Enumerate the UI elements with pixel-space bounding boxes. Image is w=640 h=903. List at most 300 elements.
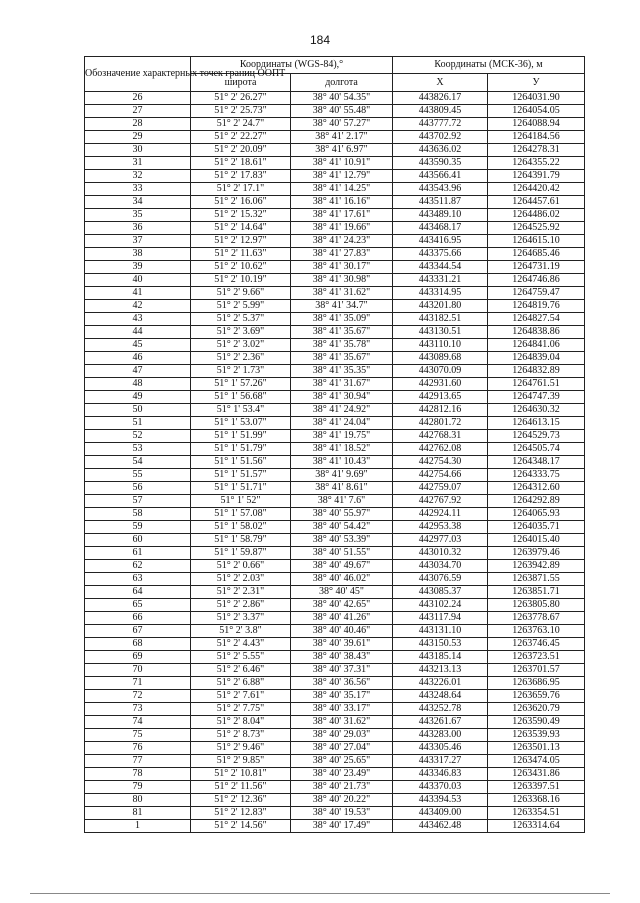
latitude-cell: 51° 1' 51.57" xyxy=(191,469,291,482)
table-row xyxy=(85,391,585,404)
x-cell: 443462.48 xyxy=(393,820,488,833)
point-number-cell: 26 xyxy=(85,92,191,105)
y-cell: 1264420.42 xyxy=(488,183,585,196)
longitude-cell: 38° 41' 8.61" xyxy=(291,482,393,495)
point-number-cell: 49 xyxy=(85,391,191,404)
latitude-cell: 51° 2' 5.55" xyxy=(191,651,291,664)
y-cell: 1264505.74 xyxy=(488,443,585,456)
latitude-cell: 51° 1' 51.71" xyxy=(191,482,291,495)
y-cell: 1263501.13 xyxy=(488,742,585,755)
y-cell: 1264747.39 xyxy=(488,391,585,404)
point-number-cell: 31 xyxy=(85,157,191,170)
table-row xyxy=(85,820,585,833)
y-cell: 1264838.86 xyxy=(488,326,585,339)
longitude-cell: 38° 41' 27.83" xyxy=(291,248,393,261)
latitude-cell: 51° 2' 3.69" xyxy=(191,326,291,339)
point-number-cell: 54 xyxy=(85,456,191,469)
longitude-cell: 38° 40' 53.39" xyxy=(291,534,393,547)
latitude-cell: 51° 2' 18.61" xyxy=(191,157,291,170)
x-cell: 443468.17 xyxy=(393,222,488,235)
latitude-cell: 51° 2' 22.27" xyxy=(191,131,291,144)
latitude-cell: 51° 1' 58.79" xyxy=(191,534,291,547)
latitude-cell: 51° 2' 5.99" xyxy=(191,300,291,313)
table-row xyxy=(85,482,585,495)
header-longitude: долгота xyxy=(291,74,393,92)
x-cell: 442762.08 xyxy=(393,443,488,456)
longitude-cell: 38° 40' 55.97" xyxy=(291,508,393,521)
header-wgs84: Координаты (WGS-84),° xyxy=(191,57,393,74)
table-row xyxy=(85,131,585,144)
point-number-cell: 36 xyxy=(85,222,191,235)
table-row xyxy=(85,703,585,716)
coordinates-table xyxy=(84,56,585,833)
y-cell: 1263763.10 xyxy=(488,625,585,638)
point-number-cell: 37 xyxy=(85,235,191,248)
y-cell: 1264746.86 xyxy=(488,274,585,287)
latitude-cell: 51° 2' 10.62" xyxy=(191,261,291,274)
latitude-cell: 51° 2' 12.36" xyxy=(191,794,291,807)
table-row xyxy=(85,92,585,105)
x-cell: 443226.01 xyxy=(393,677,488,690)
table-row xyxy=(85,742,585,755)
longitude-cell: 38° 41' 35.67" xyxy=(291,352,393,365)
y-cell: 1264065.93 xyxy=(488,508,585,521)
table-row xyxy=(85,729,585,742)
y-cell: 1263778.67 xyxy=(488,612,585,625)
x-cell: 443809.45 xyxy=(393,105,488,118)
page-number: 184 xyxy=(309,33,331,47)
y-cell: 1263590.49 xyxy=(488,716,585,729)
latitude-cell: 51° 2' 10.19" xyxy=(191,274,291,287)
longitude-cell: 38° 40' 38.43" xyxy=(291,651,393,664)
y-cell: 1264348.17 xyxy=(488,456,585,469)
x-cell: 443375.66 xyxy=(393,248,488,261)
point-number-cell: 38 xyxy=(85,248,191,261)
x-cell: 443010.32 xyxy=(393,547,488,560)
table-row xyxy=(85,690,585,703)
y-cell: 1263397.51 xyxy=(488,781,585,794)
longitude-cell: 38° 41' 24.23" xyxy=(291,235,393,248)
x-cell: 442759.07 xyxy=(393,482,488,495)
y-cell: 1264054.05 xyxy=(488,105,585,118)
latitude-cell: 51° 1' 57.08" xyxy=(191,508,291,521)
latitude-cell: 51° 1' 58.02" xyxy=(191,521,291,534)
point-number-cell: 39 xyxy=(85,261,191,274)
point-number-cell: 50 xyxy=(85,404,191,417)
x-cell: 443131.10 xyxy=(393,625,488,638)
latitude-cell: 51° 2' 0.66" xyxy=(191,560,291,573)
x-cell: 443252.78 xyxy=(393,703,488,716)
latitude-cell: 51° 2' 6.88" xyxy=(191,677,291,690)
table-row xyxy=(85,235,585,248)
table-row xyxy=(85,495,585,508)
latitude-cell: 51° 2' 4.43" xyxy=(191,638,291,651)
x-cell: 443394.53 xyxy=(393,794,488,807)
latitude-cell: 51° 2' 8.04" xyxy=(191,716,291,729)
latitude-cell: 51° 2' 9.46" xyxy=(191,742,291,755)
y-cell: 1263368.16 xyxy=(488,794,585,807)
x-cell: 442977.03 xyxy=(393,534,488,547)
longitude-cell: 38° 40' 57.27" xyxy=(291,118,393,131)
latitude-cell: 51° 2' 16.06" xyxy=(191,196,291,209)
longitude-cell: 38° 40' 37.31" xyxy=(291,664,393,677)
x-cell: 442913.65 xyxy=(393,391,488,404)
latitude-cell: 51° 2' 26.27" xyxy=(191,92,291,105)
latitude-cell: 51° 2' 9.66" xyxy=(191,287,291,300)
x-cell: 443076.59 xyxy=(393,573,488,586)
latitude-cell: 51° 2' 10.81" xyxy=(191,768,291,781)
x-cell: 442754.30 xyxy=(393,456,488,469)
x-cell: 443182.51 xyxy=(393,313,488,326)
y-cell: 1263805.80 xyxy=(488,599,585,612)
x-cell: 443317.27 xyxy=(393,755,488,768)
longitude-cell: 38° 41' 35.67" xyxy=(291,326,393,339)
table-row xyxy=(85,768,585,781)
x-cell: 443034.70 xyxy=(393,560,488,573)
x-cell: 442768.31 xyxy=(393,430,488,443)
x-cell: 443283.00 xyxy=(393,729,488,742)
y-cell: 1264184.56 xyxy=(488,131,585,144)
point-number-cell: 63 xyxy=(85,573,191,586)
table-row xyxy=(85,664,585,677)
latitude-cell: 51° 2' 7.61" xyxy=(191,690,291,703)
point-number-cell: 74 xyxy=(85,716,191,729)
table-row xyxy=(85,677,585,690)
table-row xyxy=(85,274,585,287)
point-number-cell: 44 xyxy=(85,326,191,339)
x-cell: 443314.95 xyxy=(393,287,488,300)
y-cell: 1264839.04 xyxy=(488,352,585,365)
point-number-cell: 48 xyxy=(85,378,191,391)
y-cell: 1263701.57 xyxy=(488,664,585,677)
latitude-cell: 51° 2' 12.83" xyxy=(191,807,291,820)
y-cell: 1263851.71 xyxy=(488,586,585,599)
point-number-cell: 1 xyxy=(85,820,191,833)
longitude-cell: 38° 41' 30.17" xyxy=(291,261,393,274)
y-cell: 1264333.75 xyxy=(488,469,585,482)
y-cell: 1263354.51 xyxy=(488,807,585,820)
longitude-cell: 38° 41' 2.17" xyxy=(291,131,393,144)
x-cell: 443636.02 xyxy=(393,144,488,157)
x-cell: 443416.95 xyxy=(393,235,488,248)
y-cell: 1264615.10 xyxy=(488,235,585,248)
table-row xyxy=(85,599,585,612)
x-cell: 443185.14 xyxy=(393,651,488,664)
point-number-cell: 28 xyxy=(85,118,191,131)
x-cell: 442801.72 xyxy=(393,417,488,430)
latitude-cell: 51° 1' 59.87" xyxy=(191,547,291,560)
point-number-cell: 80 xyxy=(85,794,191,807)
point-number-cell: 53 xyxy=(85,443,191,456)
latitude-cell: 51° 2' 14.56" xyxy=(191,820,291,833)
table-row xyxy=(85,755,585,768)
longitude-cell: 38° 41' 24.04" xyxy=(291,417,393,430)
y-cell: 1263620.79 xyxy=(488,703,585,716)
longitude-cell: 38° 41' 17.61" xyxy=(291,209,393,222)
table-row xyxy=(85,560,585,573)
y-cell: 1264278.31 xyxy=(488,144,585,157)
header-designation: Обозначение характерных точек границ ООПТ xyxy=(85,57,191,92)
table-row xyxy=(85,794,585,807)
y-cell: 1263659.76 xyxy=(488,690,585,703)
point-number-cell: 52 xyxy=(85,430,191,443)
point-number-cell: 66 xyxy=(85,612,191,625)
table-row xyxy=(85,469,585,482)
longitude-cell: 38° 40' 54.42" xyxy=(291,521,393,534)
x-cell: 443409.00 xyxy=(393,807,488,820)
y-cell: 1263314.64 xyxy=(488,820,585,833)
point-number-cell: 77 xyxy=(85,755,191,768)
point-number-cell: 27 xyxy=(85,105,191,118)
x-cell: 442931.60 xyxy=(393,378,488,391)
point-number-cell: 79 xyxy=(85,781,191,794)
point-number-cell: 43 xyxy=(85,313,191,326)
x-cell: 443511.87 xyxy=(393,196,488,209)
point-number-cell: 51 xyxy=(85,417,191,430)
longitude-cell: 38° 40' 39.61" xyxy=(291,638,393,651)
y-cell: 1263431.86 xyxy=(488,768,585,781)
x-cell: 443826.17 xyxy=(393,92,488,105)
point-number-cell: 34 xyxy=(85,196,191,209)
x-cell: 443213.13 xyxy=(393,664,488,677)
table-row xyxy=(85,326,585,339)
latitude-cell: 51° 2' 24.7" xyxy=(191,118,291,131)
y-cell: 1263871.55 xyxy=(488,573,585,586)
x-cell: 443117.94 xyxy=(393,612,488,625)
latitude-cell: 51° 2' 2.36" xyxy=(191,352,291,365)
table-row xyxy=(85,612,585,625)
table-row xyxy=(85,547,585,560)
y-cell: 1264759.47 xyxy=(488,287,585,300)
longitude-cell: 38° 40' 42.65" xyxy=(291,599,393,612)
table-row xyxy=(85,352,585,365)
table-row xyxy=(85,144,585,157)
longitude-cell: 38° 41' 12.79" xyxy=(291,170,393,183)
longitude-cell: 38° 41' 30.98" xyxy=(291,274,393,287)
table-row xyxy=(85,365,585,378)
x-cell: 443566.41 xyxy=(393,170,488,183)
latitude-cell: 51° 2' 20.09" xyxy=(191,144,291,157)
point-number-cell: 76 xyxy=(85,742,191,755)
x-cell: 443370.03 xyxy=(393,781,488,794)
y-cell: 1263746.45 xyxy=(488,638,585,651)
x-cell: 443346.83 xyxy=(393,768,488,781)
x-cell: 443070.09 xyxy=(393,365,488,378)
table-row xyxy=(85,430,585,443)
table-row xyxy=(85,196,585,209)
y-cell: 1264841.06 xyxy=(488,339,585,352)
y-cell: 1263723.51 xyxy=(488,651,585,664)
table-row xyxy=(85,157,585,170)
latitude-cell: 51° 1' 53.07" xyxy=(191,417,291,430)
point-number-cell: 75 xyxy=(85,729,191,742)
longitude-cell: 38° 40' 41.26" xyxy=(291,612,393,625)
y-cell: 1264486.02 xyxy=(488,209,585,222)
x-cell: 443150.53 xyxy=(393,638,488,651)
latitude-cell: 51° 2' 17.83" xyxy=(191,170,291,183)
point-number-cell: 41 xyxy=(85,287,191,300)
x-cell: 442953.38 xyxy=(393,521,488,534)
point-number-cell: 32 xyxy=(85,170,191,183)
point-number-cell: 58 xyxy=(85,508,191,521)
x-cell: 443089.68 xyxy=(393,352,488,365)
point-number-cell: 42 xyxy=(85,300,191,313)
y-cell: 1264525.92 xyxy=(488,222,585,235)
latitude-cell: 51° 2' 6.46" xyxy=(191,664,291,677)
longitude-cell: 38° 41' 18.52" xyxy=(291,443,393,456)
table-row xyxy=(85,651,585,664)
point-number-cell: 59 xyxy=(85,521,191,534)
x-cell: 442924.11 xyxy=(393,508,488,521)
x-cell: 443489.10 xyxy=(393,209,488,222)
table-row xyxy=(85,534,585,547)
table-row xyxy=(85,716,585,729)
point-number-cell: 46 xyxy=(85,352,191,365)
point-number-cell: 30 xyxy=(85,144,191,157)
longitude-cell: 38° 41' 35.35" xyxy=(291,365,393,378)
point-number-cell: 81 xyxy=(85,807,191,820)
x-cell: 442767.92 xyxy=(393,495,488,508)
point-number-cell: 55 xyxy=(85,469,191,482)
longitude-cell: 38° 40' 29.03" xyxy=(291,729,393,742)
latitude-cell: 51° 2' 14.64" xyxy=(191,222,291,235)
table-row xyxy=(85,521,585,534)
longitude-cell: 38° 40' 20.22" xyxy=(291,794,393,807)
table-row xyxy=(85,508,585,521)
longitude-cell: 38° 41' 19.75" xyxy=(291,430,393,443)
y-cell: 1264312.60 xyxy=(488,482,585,495)
latitude-cell: 51° 2' 25.73" xyxy=(191,105,291,118)
longitude-cell: 38° 40' 55.48" xyxy=(291,105,393,118)
table-row xyxy=(85,118,585,131)
x-cell: 443102.24 xyxy=(393,599,488,612)
point-number-cell: 67 xyxy=(85,625,191,638)
longitude-cell: 38° 41' 30.94" xyxy=(291,391,393,404)
longitude-cell: 38° 40' 45" xyxy=(291,586,393,599)
longitude-cell: 38° 41' 16.16" xyxy=(291,196,393,209)
point-number-cell: 64 xyxy=(85,586,191,599)
latitude-cell: 51° 2' 15.32" xyxy=(191,209,291,222)
longitude-cell: 38° 41' 10.43" xyxy=(291,456,393,469)
y-cell: 1263474.05 xyxy=(488,755,585,768)
y-cell: 1264613.15 xyxy=(488,417,585,430)
latitude-cell: 51° 1' 53.4" xyxy=(191,404,291,417)
point-number-cell: 69 xyxy=(85,651,191,664)
y-cell: 1264457.61 xyxy=(488,196,585,209)
latitude-cell: 51° 2' 12.97" xyxy=(191,235,291,248)
longitude-cell: 38° 41' 34.7" xyxy=(291,300,393,313)
latitude-cell: 51° 2' 3.37" xyxy=(191,612,291,625)
latitude-cell: 51° 2' 5.37" xyxy=(191,313,291,326)
table-header xyxy=(85,57,585,92)
point-number-cell: 35 xyxy=(85,209,191,222)
header-latitude: широта xyxy=(191,74,291,92)
y-cell: 1263942.89 xyxy=(488,560,585,573)
table-row xyxy=(85,183,585,196)
latitude-cell: 51° 2' 1.73" xyxy=(191,365,291,378)
latitude-cell: 51° 2' 11.56" xyxy=(191,781,291,794)
point-number-cell: 71 xyxy=(85,677,191,690)
x-cell: 443110.10 xyxy=(393,339,488,352)
y-cell: 1264630.32 xyxy=(488,404,585,417)
longitude-cell: 38° 41' 14.25" xyxy=(291,183,393,196)
point-number-cell: 72 xyxy=(85,690,191,703)
table-row xyxy=(85,339,585,352)
table-row xyxy=(85,222,585,235)
latitude-cell: 51° 2' 9.85" xyxy=(191,755,291,768)
y-cell: 1263539.93 xyxy=(488,729,585,742)
longitude-cell: 38° 41' 35.09" xyxy=(291,313,393,326)
longitude-cell: 38° 40' 23.49" xyxy=(291,768,393,781)
latitude-cell: 51° 2' 3.8" xyxy=(191,625,291,638)
longitude-cell: 38° 41' 31.62" xyxy=(291,287,393,300)
x-cell: 443201.80 xyxy=(393,300,488,313)
table-row xyxy=(85,300,585,313)
table-row xyxy=(85,287,585,300)
y-cell: 1264031.90 xyxy=(488,92,585,105)
point-number-cell: 65 xyxy=(85,599,191,612)
x-cell: 443702.92 xyxy=(393,131,488,144)
x-cell: 443777.72 xyxy=(393,118,488,131)
longitude-cell: 38° 40' 54.35" xyxy=(291,92,393,105)
longitude-cell: 38° 41' 31.67" xyxy=(291,378,393,391)
longitude-cell: 38° 40' 33.17" xyxy=(291,703,393,716)
x-cell: 443085.37 xyxy=(393,586,488,599)
y-cell: 1264035.71 xyxy=(488,521,585,534)
x-cell: 442812.16 xyxy=(393,404,488,417)
x-cell: 443590.35 xyxy=(393,157,488,170)
longitude-cell: 38° 41' 10.91" xyxy=(291,157,393,170)
header-y: У xyxy=(488,74,585,92)
y-cell: 1264088.94 xyxy=(488,118,585,131)
longitude-cell: 38° 40' 40.46" xyxy=(291,625,393,638)
latitude-cell: 51° 2' 2.31" xyxy=(191,586,291,599)
longitude-cell: 38° 40' 27.04" xyxy=(291,742,393,755)
table-row xyxy=(85,313,585,326)
point-number-cell: 68 xyxy=(85,638,191,651)
table-row xyxy=(85,261,585,274)
y-cell: 1264015.40 xyxy=(488,534,585,547)
latitude-cell: 51° 2' 2.03" xyxy=(191,573,291,586)
x-cell: 443248.64 xyxy=(393,690,488,703)
y-cell: 1264529.73 xyxy=(488,430,585,443)
longitude-cell: 38° 40' 25.65" xyxy=(291,755,393,768)
table-row xyxy=(85,105,585,118)
point-number-cell: 56 xyxy=(85,482,191,495)
latitude-cell: 51° 2' 8.73" xyxy=(191,729,291,742)
table-row xyxy=(85,586,585,599)
y-cell: 1264292.89 xyxy=(488,495,585,508)
longitude-cell: 38° 40' 31.62" xyxy=(291,716,393,729)
y-cell: 1264391.79 xyxy=(488,170,585,183)
y-cell: 1264685.46 xyxy=(488,248,585,261)
point-number-cell: 78 xyxy=(85,768,191,781)
y-cell: 1264761.51 xyxy=(488,378,585,391)
point-number-cell: 47 xyxy=(85,365,191,378)
point-number-cell: 61 xyxy=(85,547,191,560)
longitude-cell: 38° 40' 51.55" xyxy=(291,547,393,560)
longitude-cell: 38° 40' 35.17" xyxy=(291,690,393,703)
y-cell: 1263979.46 xyxy=(488,547,585,560)
point-number-cell: 33 xyxy=(85,183,191,196)
y-cell: 1264832.89 xyxy=(488,365,585,378)
y-cell: 1263686.95 xyxy=(488,677,585,690)
x-cell: 443543.96 xyxy=(393,183,488,196)
latitude-cell: 51° 1' 52" xyxy=(191,495,291,508)
point-number-cell: 70 xyxy=(85,664,191,677)
table-row xyxy=(85,417,585,430)
table-row xyxy=(85,573,585,586)
